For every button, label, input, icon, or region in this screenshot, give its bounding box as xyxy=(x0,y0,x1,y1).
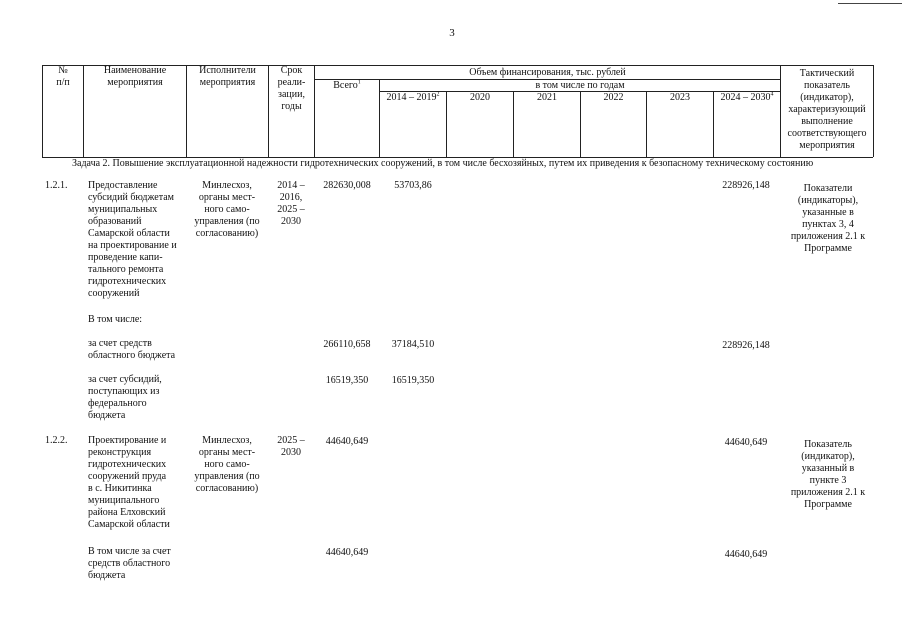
row-name: В том числе: xyxy=(88,314,143,325)
row-total: 16519,350 xyxy=(325,375,369,386)
header-total-footnote: 1 xyxy=(357,79,361,86)
header-year-2023: 2023 xyxy=(670,92,690,103)
row-total: 44640,649 xyxy=(325,547,369,558)
row-total: 282630,008 xyxy=(323,180,371,191)
row-term: 2025 – 2030 xyxy=(277,435,305,458)
task-line: Задача 2. Повышение эксплуатационной надежности гидротехнических сооружений, в том числе бесхозяйных, путем их приведения к безопасному техническому состоянию xyxy=(72,158,814,169)
row-number: 1.2.1. xyxy=(45,180,68,191)
header-funding: Объем финансирования, тыс. рублей xyxy=(469,67,626,78)
row-total: 44640,649 xyxy=(325,436,369,447)
header-year-2024-2030-text: 2024 – 2030 xyxy=(720,92,771,103)
header-year-2024-2030 xyxy=(714,92,780,104)
header-year-2014-2019 xyxy=(380,92,446,104)
row-year-2024-2030: 228926,148 xyxy=(722,180,770,191)
top-edge-rule xyxy=(838,3,902,4)
header-year-2024-2030-footnote: 4 xyxy=(770,91,774,98)
page-number: 3 xyxy=(449,27,455,39)
header-year-2020: 2020 xyxy=(470,92,490,103)
row-name: за счет субсидий, поступающих из федерального бюджета xyxy=(88,374,162,421)
header-year-2014-2019-footnote: 2 xyxy=(436,91,440,98)
row-year-2014-2019: 53703,86 xyxy=(394,180,432,191)
row-year-2024-2030: 228926,148 xyxy=(722,340,770,351)
header-executors: Исполнители мероприятия xyxy=(199,65,256,88)
row-indicator: Показатели (индикаторы), указанные в пунктах 3, 4 приложения 2.1 к Программе xyxy=(790,183,866,254)
row-name: за счет средств областного бюджета xyxy=(88,338,176,361)
row-name: Предоставление субсидий бюджетам муниципальных образований Самарской области на проектирование и проведение капи- тального ремонта гидротехнических сооружений xyxy=(88,180,177,299)
col-line xyxy=(873,65,874,157)
header-year-2014-2019-text: 2014 – 2019 xyxy=(386,92,437,103)
header-num: № п/п xyxy=(56,65,70,88)
row-year-2024-2030: 44640,649 xyxy=(724,437,768,448)
header-year-2022: 2022 xyxy=(603,92,624,103)
row-executors: Минлесхоз, органы мест- ного само- управления (по согласованию) xyxy=(194,180,260,239)
row-name: В том числе за счет средств областного бюджета xyxy=(88,546,171,581)
header-name: Наименование мероприятия xyxy=(103,65,167,88)
header-year-2021: 2021 xyxy=(537,92,557,103)
header-term: Срок реали- зации, годы xyxy=(277,65,306,112)
header-indicator: Тактический показатель (индикатор), характеризующий выполнение соответствующего мероприятия xyxy=(787,68,867,151)
row-year-2014-2019: 16519,350 xyxy=(391,375,435,386)
row-indicator: Показатель (индикатор), указанный в пункте 3 приложения 2.1 к Программе xyxy=(790,439,866,510)
row-number: 1.2.2. xyxy=(45,435,68,446)
header-by-years: в том числе по годам xyxy=(535,80,625,91)
row-year-2014-2019: 37184,510 xyxy=(391,339,435,350)
row-executors: Минлесхоз, органы мест- ного само- управления (по согласованию) xyxy=(194,435,260,494)
header-total-text: Всего xyxy=(333,80,358,91)
header-total xyxy=(315,80,379,92)
row-term: 2014 – 2016, 2025 – 2030 xyxy=(277,180,305,227)
row-name: Проектирование и реконструкция гидротехнических сооружений пруда в с. Никитинка муниципального района Елховский Самарской области xyxy=(88,435,170,530)
row-year-2024-2030: 44640,649 xyxy=(724,549,768,560)
row-total: 266110,658 xyxy=(323,339,371,350)
